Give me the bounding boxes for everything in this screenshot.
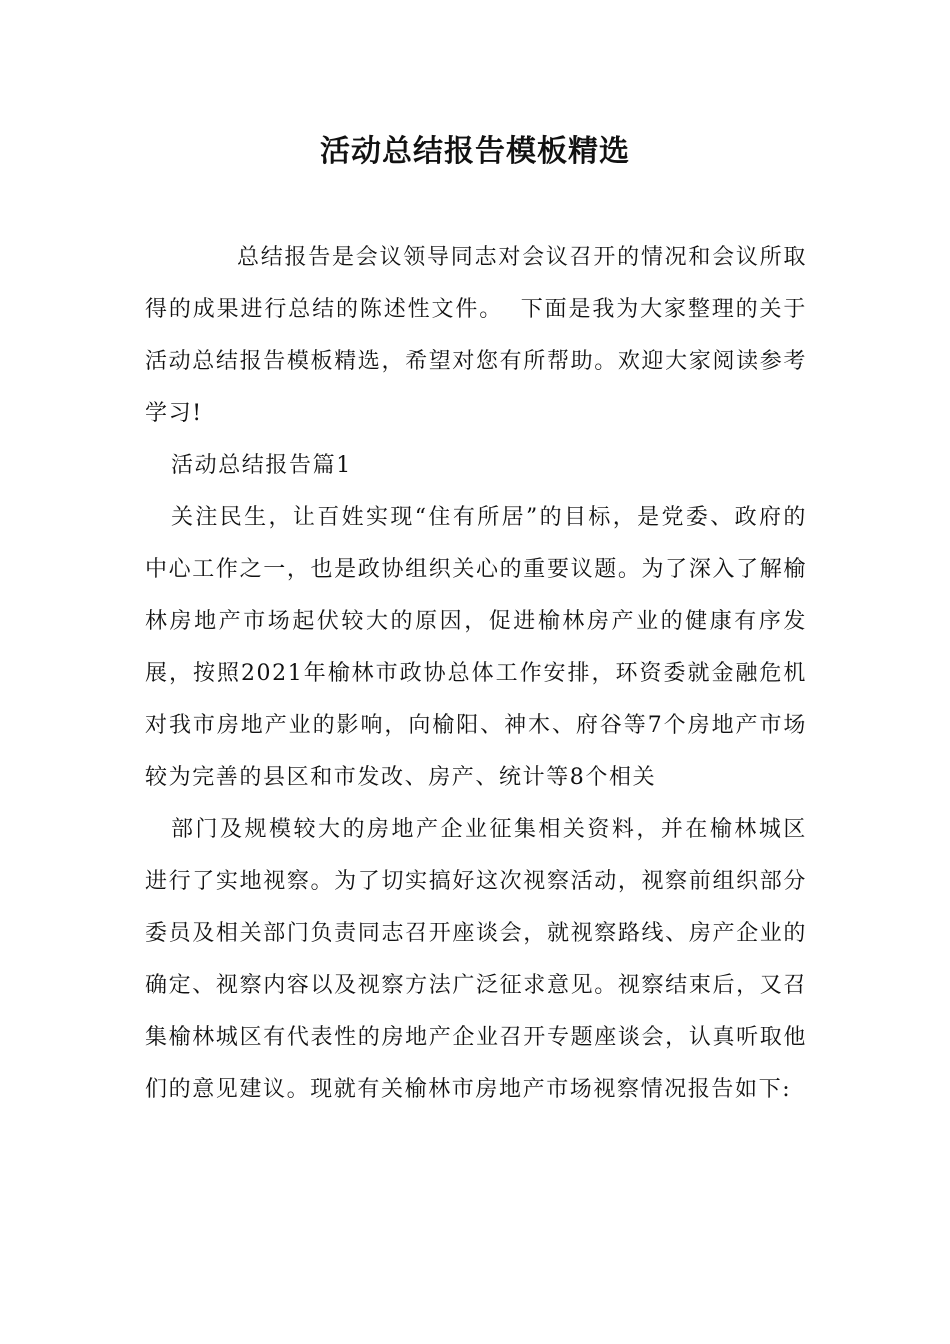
body-paragraph-1: 关注民生，让百姓实现“住有所居”的目标，是党委、政府的中心工作之一，也是政协组织关心的重要议题。为了深入了解榆林房地产市场起伏较大的原因，促进榆林房产业的健康有序发展，按照2021年榆林市政协总体工作安排，环资委就金融危机对我市房地产业的影响，向榆阳、神木、府谷等7个房地产市场较为完善的县区和市发改、房产、统计等8个相关: [145, 505, 807, 790]
body-paragraph-2: 部门及规模较大的房地产企业征集相关资料，并在榆林城区进行了实地视察。为了切实搞好这次视察活动，视察前组织部分委员及相关部门负责同志召开座谈会，就视察路线、房产企业的确定、视察内容以及视察方法广泛征求意见。视察结束后，又召集榆林城区有代表性的房地产企业召开专题座谈会，认真听取他们的意见建议。现就有关榆林市房地产市场视察情况报告如下:: [145, 817, 807, 1102]
document-title: 活动总结报告模板精选: [320, 134, 630, 169]
intro-paragraph: 总结报告是会议领导同志对会议召开的情况和会议所取得的成果进行总结的陈述性文件。 下面是我为大家整理的关于活动总结报告模板精选，希望对您有所帮助。欢迎大家阅读参考学习!: [145, 245, 807, 426]
section-heading: 活动总结报告篇1: [171, 453, 352, 478]
document-body: [145, 232, 807, 1116]
